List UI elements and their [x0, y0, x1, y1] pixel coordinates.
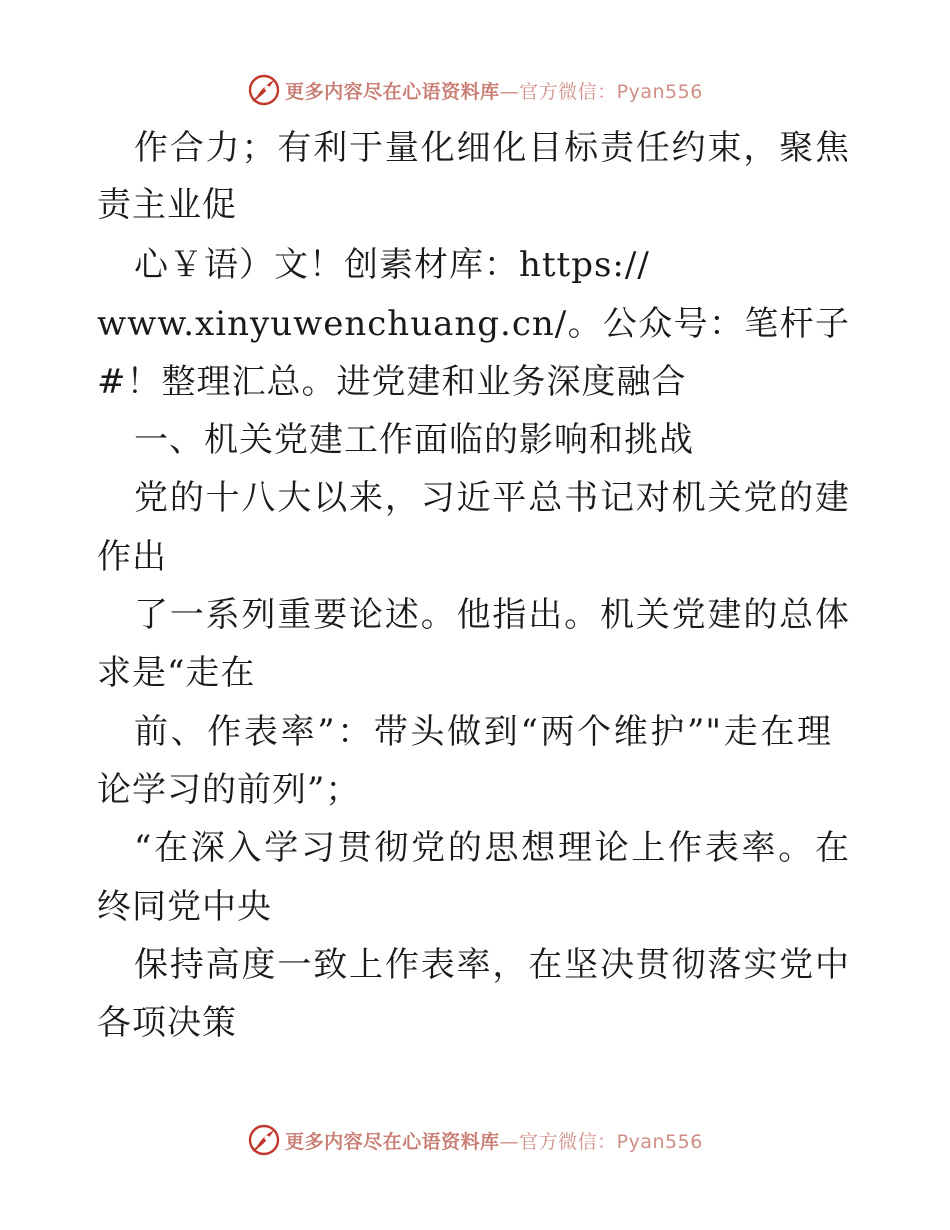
text-line: 保持高度一致上作表率，在坚决贯彻落实党中 — [134, 945, 850, 985]
text-line: 党的十八大以来，习近平总书记对机关党的建 — [134, 478, 850, 518]
header-wechat: —官方微信：Pyan556 — [499, 80, 703, 103]
section-heading: 一、机关党建工作面临的影响和挑战 — [134, 420, 694, 460]
quill-logo-icon — [247, 1123, 281, 1157]
text-line: 终同党中央 — [97, 887, 272, 927]
text-line: “在深入学习贯彻党的思想理论上作表率。在 — [134, 828, 850, 868]
text-line: 求是“走在 — [97, 653, 256, 693]
text-line: 各项决策 — [97, 1003, 237, 1043]
text-line: 前、作表率”：带头做到“两个维护”"走在理 — [134, 712, 832, 752]
footer-text: 更多内容尽在心语资料库 — [285, 1130, 500, 1153]
header-text: 更多内容尽在心语资料库 — [285, 80, 500, 103]
text-line: 作出 — [97, 537, 167, 577]
text-line: 责主业促 — [97, 185, 237, 225]
text-line: #！整理汇总。进党建和业务深度融合 — [97, 362, 687, 402]
footer-banner — [0, 1120, 950, 1160]
text-line: 心￥语）文！创素材库：https:// — [134, 245, 650, 285]
text-line: 论学习的前列”； — [97, 770, 361, 810]
text-line: 作合力；有利于量化细化目标责任约束，聚焦 — [134, 128, 850, 168]
text-line: www.xinyuwenchuang.cn/。公众号：笔杆子 — [97, 304, 850, 344]
footer-wechat: —官方微信：Pyan556 — [499, 1130, 703, 1153]
text-line: 了一系列重要论述。他指出。机关党建的总体 — [134, 595, 850, 635]
